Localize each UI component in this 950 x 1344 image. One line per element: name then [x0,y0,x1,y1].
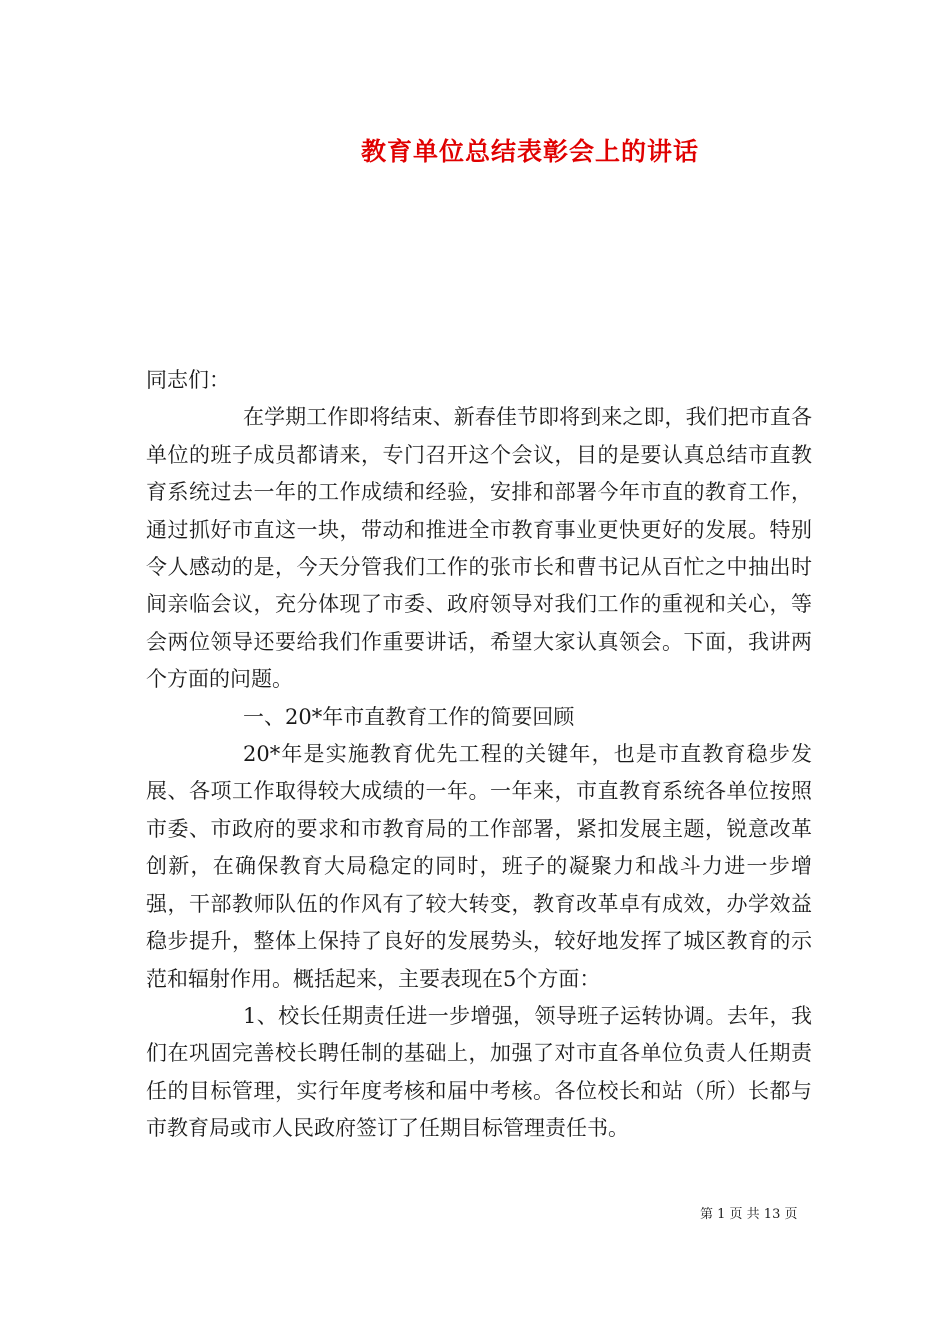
salutation: 同志们： [146,368,230,392]
document-body [146,362,812,1148]
page-number-footer: 第 1 页 共 13 页 [700,1207,798,1222]
document-title: 教育单位总结表彰会上的讲话 [360,137,699,166]
paragraph-opening: 在学期工作即将结束、新春佳节即将到来之即，我们把市直各单位的班子成员都请来，专门召开这个会议，目的是要认真总结市直教育系统过去一年的工作成绩和经验，安排和部署今年市直的教育工作，通过抓好市直这一块，带动和推进全市教育事业更快更好的发展。特别令人感动的是，今天分管我们工作的张市长和曹书记从百忙之中抽出时间亲临会议，充分体现了市委、政府领导对我们工作的重视和关心，等会两位领导还要给我们作重要讲话，希望大家认真领会。下面，我讲两个方面的问题。 [146,405,812,692]
paragraph-point-1: 1、校长任期责任进一步增强，领导班子运转协调。去年，我们在巩固完善校长聘任制的基础上，加强了对市直各单位负责人任期责任的目标管理，实行年度考核和届中考核。各位校长和站（所）长都与市教育局或市人民政府签订了任期目标管理责任书。 [146,1003,812,1141]
section-heading-review: 一、20*年市直教育工作的简要回顾 [243,704,575,729]
paragraph-review: 20*年是实施教育优先工程的关键年，也是市直教育稳步发展、各项工作取得较大成绩的一年。一年来，市直教育系统各单位按照市委、市政府的要求和市教育局的工作部署，紧扣发展主题，锐意改革创新，在确保教育大局稳定的同时，班子的凝聚力和战斗力进一步增强，干部教师队伍的作风有了较大转变，教育改革卓有成效，办学效益稳步提升，整体上保持了良好的发展势头，较好地发挥了城区教育的示范和辐射作用。概括起来，主要表现在5个方面： [146,742,812,991]
